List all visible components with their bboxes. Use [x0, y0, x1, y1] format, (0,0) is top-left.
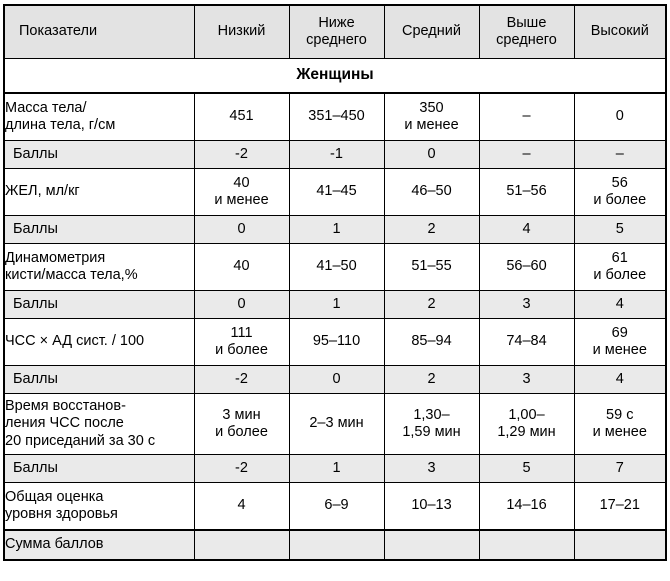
row-label-recovery-time-line1: Время восстанов-	[5, 398, 126, 415]
cell-score-2-above-average: 4	[479, 216, 574, 244]
table-row	[4, 216, 666, 244]
cell-score-4-average: 2	[384, 366, 479, 394]
header-average: Средний	[384, 5, 479, 59]
header-indicators: Показатели	[4, 5, 194, 59]
row-label-score-3: Баллы	[4, 291, 194, 319]
table-header	[4, 5, 666, 59]
table-row	[4, 530, 666, 560]
row-label-dynamometry	[4, 244, 194, 291]
row-label-sum-of-points: Сумма баллов	[4, 530, 194, 560]
cell-recovery-time-low-line1: 3 мин	[222, 406, 261, 423]
cell-score-2-below-average: 1	[289, 216, 384, 244]
cell-body-mass-low: 451	[194, 93, 289, 141]
row-label-overall-assessment-line1: Общая оценка	[5, 488, 104, 505]
table-row	[4, 93, 666, 141]
cell-heart-rate-bp-below-average: 95–110	[289, 319, 384, 366]
header-below-average	[289, 5, 384, 59]
table-row	[4, 366, 666, 394]
row-label-score-4: Баллы	[4, 366, 194, 394]
cell-sum-average	[384, 530, 479, 560]
cell-score-3-average: 2	[384, 291, 479, 319]
cell-dynamometry-high-line2: и более	[593, 267, 647, 283]
cell-heart-rate-bp-low-line2: и более	[215, 342, 268, 358]
cell-body-mass-above-average: –	[479, 93, 574, 141]
cell-dynamometry-low: 40	[194, 244, 289, 291]
table-row	[4, 291, 666, 319]
cell-recovery-time-above-average-line2: 1,29 мин	[497, 424, 556, 440]
cell-score-1-average: 0	[384, 141, 479, 169]
cell-dynamometry-high	[574, 244, 666, 291]
cell-score-4-low: -2	[194, 366, 289, 394]
cell-score-4-below-average: 0	[289, 366, 384, 394]
row-label-score-5: Баллы	[4, 455, 194, 483]
cell-score-5-above-average: 5	[479, 455, 574, 483]
cell-sum-high	[574, 530, 666, 560]
cell-score-1-high: –	[574, 141, 666, 169]
row-label-recovery-time-line3: 20 приседаний за 30 с	[5, 432, 156, 449]
cell-score-1-below-average: -1	[289, 141, 384, 169]
row-label-body-mass	[4, 93, 194, 141]
cell-heart-rate-bp-average: 85–94	[384, 319, 479, 366]
table-row	[4, 319, 666, 366]
table-body	[4, 59, 666, 561]
cell-score-3-high: 4	[574, 291, 666, 319]
table-row	[4, 169, 666, 216]
health-assessment-table	[3, 4, 667, 561]
row-label-recovery-time	[4, 394, 194, 455]
cell-score-2-average: 2	[384, 216, 479, 244]
cell-sum-low	[194, 530, 289, 560]
table-row	[4, 394, 666, 455]
cell-recovery-time-below-average: 2–3 мин	[289, 394, 384, 455]
cell-overall-above-average: 14–16	[479, 483, 574, 531]
cell-recovery-time-high-line1: 59 с	[606, 406, 634, 423]
cell-recovery-time-low	[194, 394, 289, 455]
section-row-women	[4, 59, 666, 94]
header-high: Высокий	[574, 5, 666, 59]
header-below-average-line2: среднего	[306, 32, 367, 48]
cell-vital-capacity-low-line1: 40	[233, 174, 250, 191]
cell-sum-above-average	[479, 530, 574, 560]
cell-vital-capacity-average: 46–50	[384, 169, 479, 216]
cell-score-1-low: -2	[194, 141, 289, 169]
cell-recovery-time-low-line2: и более	[215, 424, 268, 440]
cell-vital-capacity-low	[194, 169, 289, 216]
row-label-overall-assessment	[4, 483, 194, 531]
cell-body-mass-below-average: 351–450	[289, 93, 384, 141]
cell-overall-average: 10–13	[384, 483, 479, 531]
cell-dynamometry-average: 51–55	[384, 244, 479, 291]
section-title-women: Женщины	[4, 59, 666, 94]
row-label-score-1: Баллы	[4, 141, 194, 169]
row-label-body-mass-line2: длина тела, г/см	[5, 117, 116, 133]
cell-overall-low: 4	[194, 483, 289, 531]
row-label-dynamometry-line1: Динамометрия	[5, 249, 106, 266]
row-label-dynamometry-line2: кисти/масса тела,%	[5, 267, 138, 283]
cell-score-2-high: 5	[574, 216, 666, 244]
cell-overall-high: 17–21	[574, 483, 666, 531]
cell-vital-capacity-low-line2: и менее	[214, 192, 269, 208]
cell-recovery-time-above-average-line1: 1,00–	[508, 406, 545, 423]
cell-score-3-below-average: 1	[289, 291, 384, 319]
cell-vital-capacity-above-average: 51–56	[479, 169, 574, 216]
cell-score-4-high: 4	[574, 366, 666, 394]
cell-score-5-low: -2	[194, 455, 289, 483]
cell-recovery-time-average-line1: 1,30–	[413, 406, 450, 423]
cell-vital-capacity-below-average: 41–45	[289, 169, 384, 216]
cell-score-5-high: 7	[574, 455, 666, 483]
row-label-body-mass-line1: Масса тела/	[5, 99, 87, 116]
cell-dynamometry-above-average: 56–60	[479, 244, 574, 291]
row-label-recovery-time-line2: ления ЧСС после	[5, 415, 124, 432]
cell-vital-capacity-high-line1: 56	[611, 174, 628, 191]
cell-vital-capacity-high	[574, 169, 666, 216]
cell-score-3-low: 0	[194, 291, 289, 319]
row-label-overall-assessment-line2: уровня здоровья	[5, 506, 118, 522]
cell-recovery-time-high	[574, 394, 666, 455]
cell-recovery-time-average-line2: 1,59 мин	[402, 424, 461, 440]
header-above-average	[479, 5, 574, 59]
table-row	[4, 141, 666, 169]
cell-score-3-above-average: 3	[479, 291, 574, 319]
cell-score-5-below-average: 1	[289, 455, 384, 483]
table-row	[4, 455, 666, 483]
row-label-heart-rate-bp: ЧСС × АД сист. / 100	[4, 319, 194, 366]
cell-score-1-above-average: –	[479, 141, 574, 169]
header-above-average-line1: Выше	[506, 14, 547, 31]
cell-recovery-time-high-line2: и менее	[592, 424, 647, 440]
cell-heart-rate-bp-low	[194, 319, 289, 366]
cell-heart-rate-bp-low-line1: 111	[230, 324, 253, 341]
cell-sum-below-average	[289, 530, 384, 560]
cell-recovery-time-above-average	[479, 394, 574, 455]
header-row	[4, 5, 666, 59]
cell-heart-rate-bp-high-line2: и менее	[592, 342, 647, 358]
cell-heart-rate-bp-above-average: 74–84	[479, 319, 574, 366]
cell-body-mass-average-line2: и менее	[404, 117, 459, 133]
cell-recovery-time-average	[384, 394, 479, 455]
cell-score-2-low: 0	[194, 216, 289, 244]
cell-overall-below-average: 6–9	[289, 483, 384, 531]
cell-body-mass-average	[384, 93, 479, 141]
header-low: Низкий	[194, 5, 289, 59]
cell-heart-rate-bp-high-line1: 69	[611, 324, 628, 341]
row-label-score-2: Баллы	[4, 216, 194, 244]
table-row	[4, 483, 666, 531]
cell-body-mass-high: 0	[574, 93, 666, 141]
cell-vital-capacity-high-line2: и более	[593, 192, 647, 208]
cell-dynamometry-high-line1: 61	[611, 249, 628, 266]
cell-dynamometry-below-average: 41–50	[289, 244, 384, 291]
cell-score-4-above-average: 3	[479, 366, 574, 394]
cell-heart-rate-bp-high	[574, 319, 666, 366]
cell-score-5-average: 3	[384, 455, 479, 483]
cell-body-mass-average-line1: 350	[419, 99, 444, 116]
header-above-average-line2: среднего	[496, 32, 557, 48]
table-row	[4, 244, 666, 291]
header-below-average-line1: Ниже	[318, 14, 355, 31]
row-label-vital-capacity: ЖЕЛ, мл/кг	[4, 169, 194, 216]
